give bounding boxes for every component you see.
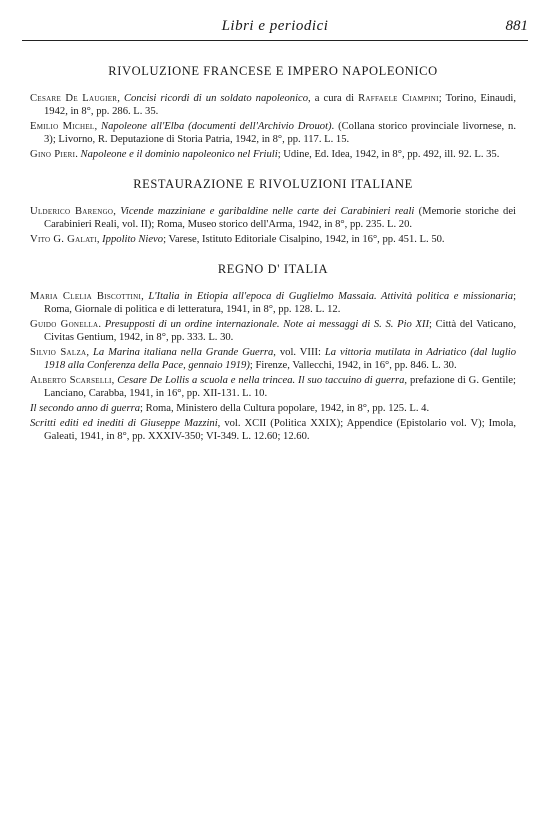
- work-title: Scritti editi ed inediti di Giuseppe Mazzini: [30, 418, 218, 429]
- bibliography-entry: [30, 346, 516, 372]
- bibliography-entry: [30, 374, 516, 400]
- bibliography-entry: [30, 92, 516, 118]
- bibliography-entry: [30, 417, 516, 443]
- citation-text: ,: [86, 347, 93, 358]
- work-title: Napoleone e il dominio napoleonico nel Friuli: [80, 149, 278, 160]
- work-title: L'Italia in Etiopia all'epoca di Guglielmo Massaia. Attività politica e missionaria: [148, 291, 514, 302]
- work-title: Napoleone all'Elba (documenti dell'Archivio Drouot): [101, 121, 332, 132]
- author-name: Maria Clelia Biscottini: [30, 291, 142, 302]
- citation-text: , prefazione di G. Gentile; Lanciano, Carabba, 1941, in 16°, pp. XII-131. L. 10.: [44, 375, 517, 399]
- author-name: Ulderico Barengo: [30, 206, 114, 217]
- work-title: La vittoria mutilata in Adriatico (dal luglio 1918 alla Conferenza della Pace, gennaio 1919): [44, 347, 517, 371]
- work-title: Il secondo anno di guerra: [30, 403, 141, 414]
- bibliography-entry: [30, 402, 516, 415]
- author-name: Vito G. Galati: [30, 234, 97, 245]
- work-title: Ippolito Nievo: [102, 234, 164, 245]
- section-heading: REGNO D' ITALIA: [217, 262, 329, 276]
- citation-text: ; Roma, Ministero della Cultura popolare, 1942, in 8°, pp. 125. L. 4.: [140, 403, 430, 414]
- citation-text: ,: [117, 93, 124, 104]
- work-title: Cesare De Lollis a scuola e nella trincea. Il suo taccuino di guerra: [117, 375, 405, 386]
- citation-text: ,: [96, 234, 103, 245]
- bibliography-entry: [30, 205, 516, 231]
- citation-text: ; Varese, Istituto Editoriale Cisalpino, 1942, in 16°, pp. 451. L. 50.: [163, 234, 445, 245]
- bibliography-entry: [30, 233, 516, 246]
- running-title: Libri e periodici: [221, 18, 329, 34]
- citation-text: .: [75, 149, 81, 160]
- bibliography-entry: [30, 318, 516, 344]
- citation-text: ,: [94, 121, 102, 132]
- bibliography-section: [30, 177, 516, 246]
- author-name: Gino Pieri: [30, 149, 76, 160]
- work-title: Concisi ricordi di un soldato napoleonico: [123, 93, 309, 104]
- citation-text: .: [98, 319, 105, 330]
- citation-text: ,: [141, 291, 149, 302]
- bibliography-entry: [30, 148, 516, 161]
- citation-text: ; Udine, Ed. Idea, 1942, in 8°, pp. 492, ill. 92. L. 35.: [277, 149, 500, 160]
- work-title: Presupposti di un ordine internazionale. Note ai messaggi di S. S. Pio XII: [104, 319, 429, 330]
- author-name: Cesare De Laugier: [30, 93, 118, 104]
- citation-text: , vol. XCII (Politica XXIX); Appendice (Epistolario vol. V); Imola, Galeati, 1941, in 8°, pp. XXXIV-350; VI-349. L. 12.60; 12.60.: [44, 418, 517, 442]
- citation-text: ,: [113, 206, 121, 217]
- work-title: La Marina italiana nella Grande Guerra: [92, 347, 274, 358]
- bibliography-entry: [30, 120, 516, 146]
- bibliography-section: [30, 262, 516, 443]
- citation-text: ; Firenze, Vallecchi, 1942, in 16°, pp. 846. L. 30.: [249, 360, 457, 371]
- citation-text: ; Torino, Einaudi, 1942, in 8°, pp. 286. L. 35.: [44, 93, 516, 117]
- bibliography-listing: [30, 64, 516, 459]
- section-heading: RIVOLUZIONE FRANCESE E IMPERO NAPOLEONICO: [108, 64, 438, 78]
- page-number: 881: [505, 18, 528, 34]
- citation-text: , vol. VIII:: [273, 347, 325, 358]
- bibliography-entry: [30, 290, 516, 316]
- citation-text: , a cura di: [308, 93, 359, 104]
- author-name: Silvio Salza: [30, 347, 87, 358]
- work-title: Vicende mazziniane e garibaldine nelle carte dei Carabinieri reali: [120, 206, 415, 217]
- author-name: Alberto Scarselli: [30, 375, 112, 386]
- citation-text: (Memorie storiche dei Carabinieri Reali, vol. II); Roma, Museo storico dell'Arma, 1942, in 8°, pp. 235. L. 20.: [44, 206, 516, 230]
- citation-text: . (Collana storico provinciale livornese, n. 3); Livorno, R. Deputazione di Storia Patria, 1942, in 8°, pp. 117. L. 15.: [44, 121, 516, 145]
- citation-text: ,: [111, 375, 118, 386]
- citation-text: ; Roma, Giornale di politica e di letteratura, 1941, in 8°, pp. 128. L. 12.: [44, 291, 517, 315]
- section-heading: RESTAURAZIONE E RIVOLUZIONI ITALIANE: [133, 177, 413, 191]
- running-header: [22, 18, 528, 41]
- author-name: Emilio Michel: [30, 121, 95, 132]
- author-name: Guido Gonella: [30, 319, 99, 330]
- author-name: Raffaele Ciampini: [358, 93, 439, 104]
- bibliography-section: [30, 64, 516, 161]
- citation-text: ; Città del Vaticano, Civitas Gentium, 1942, in 8°, pp. 333. L. 30.: [44, 319, 517, 343]
